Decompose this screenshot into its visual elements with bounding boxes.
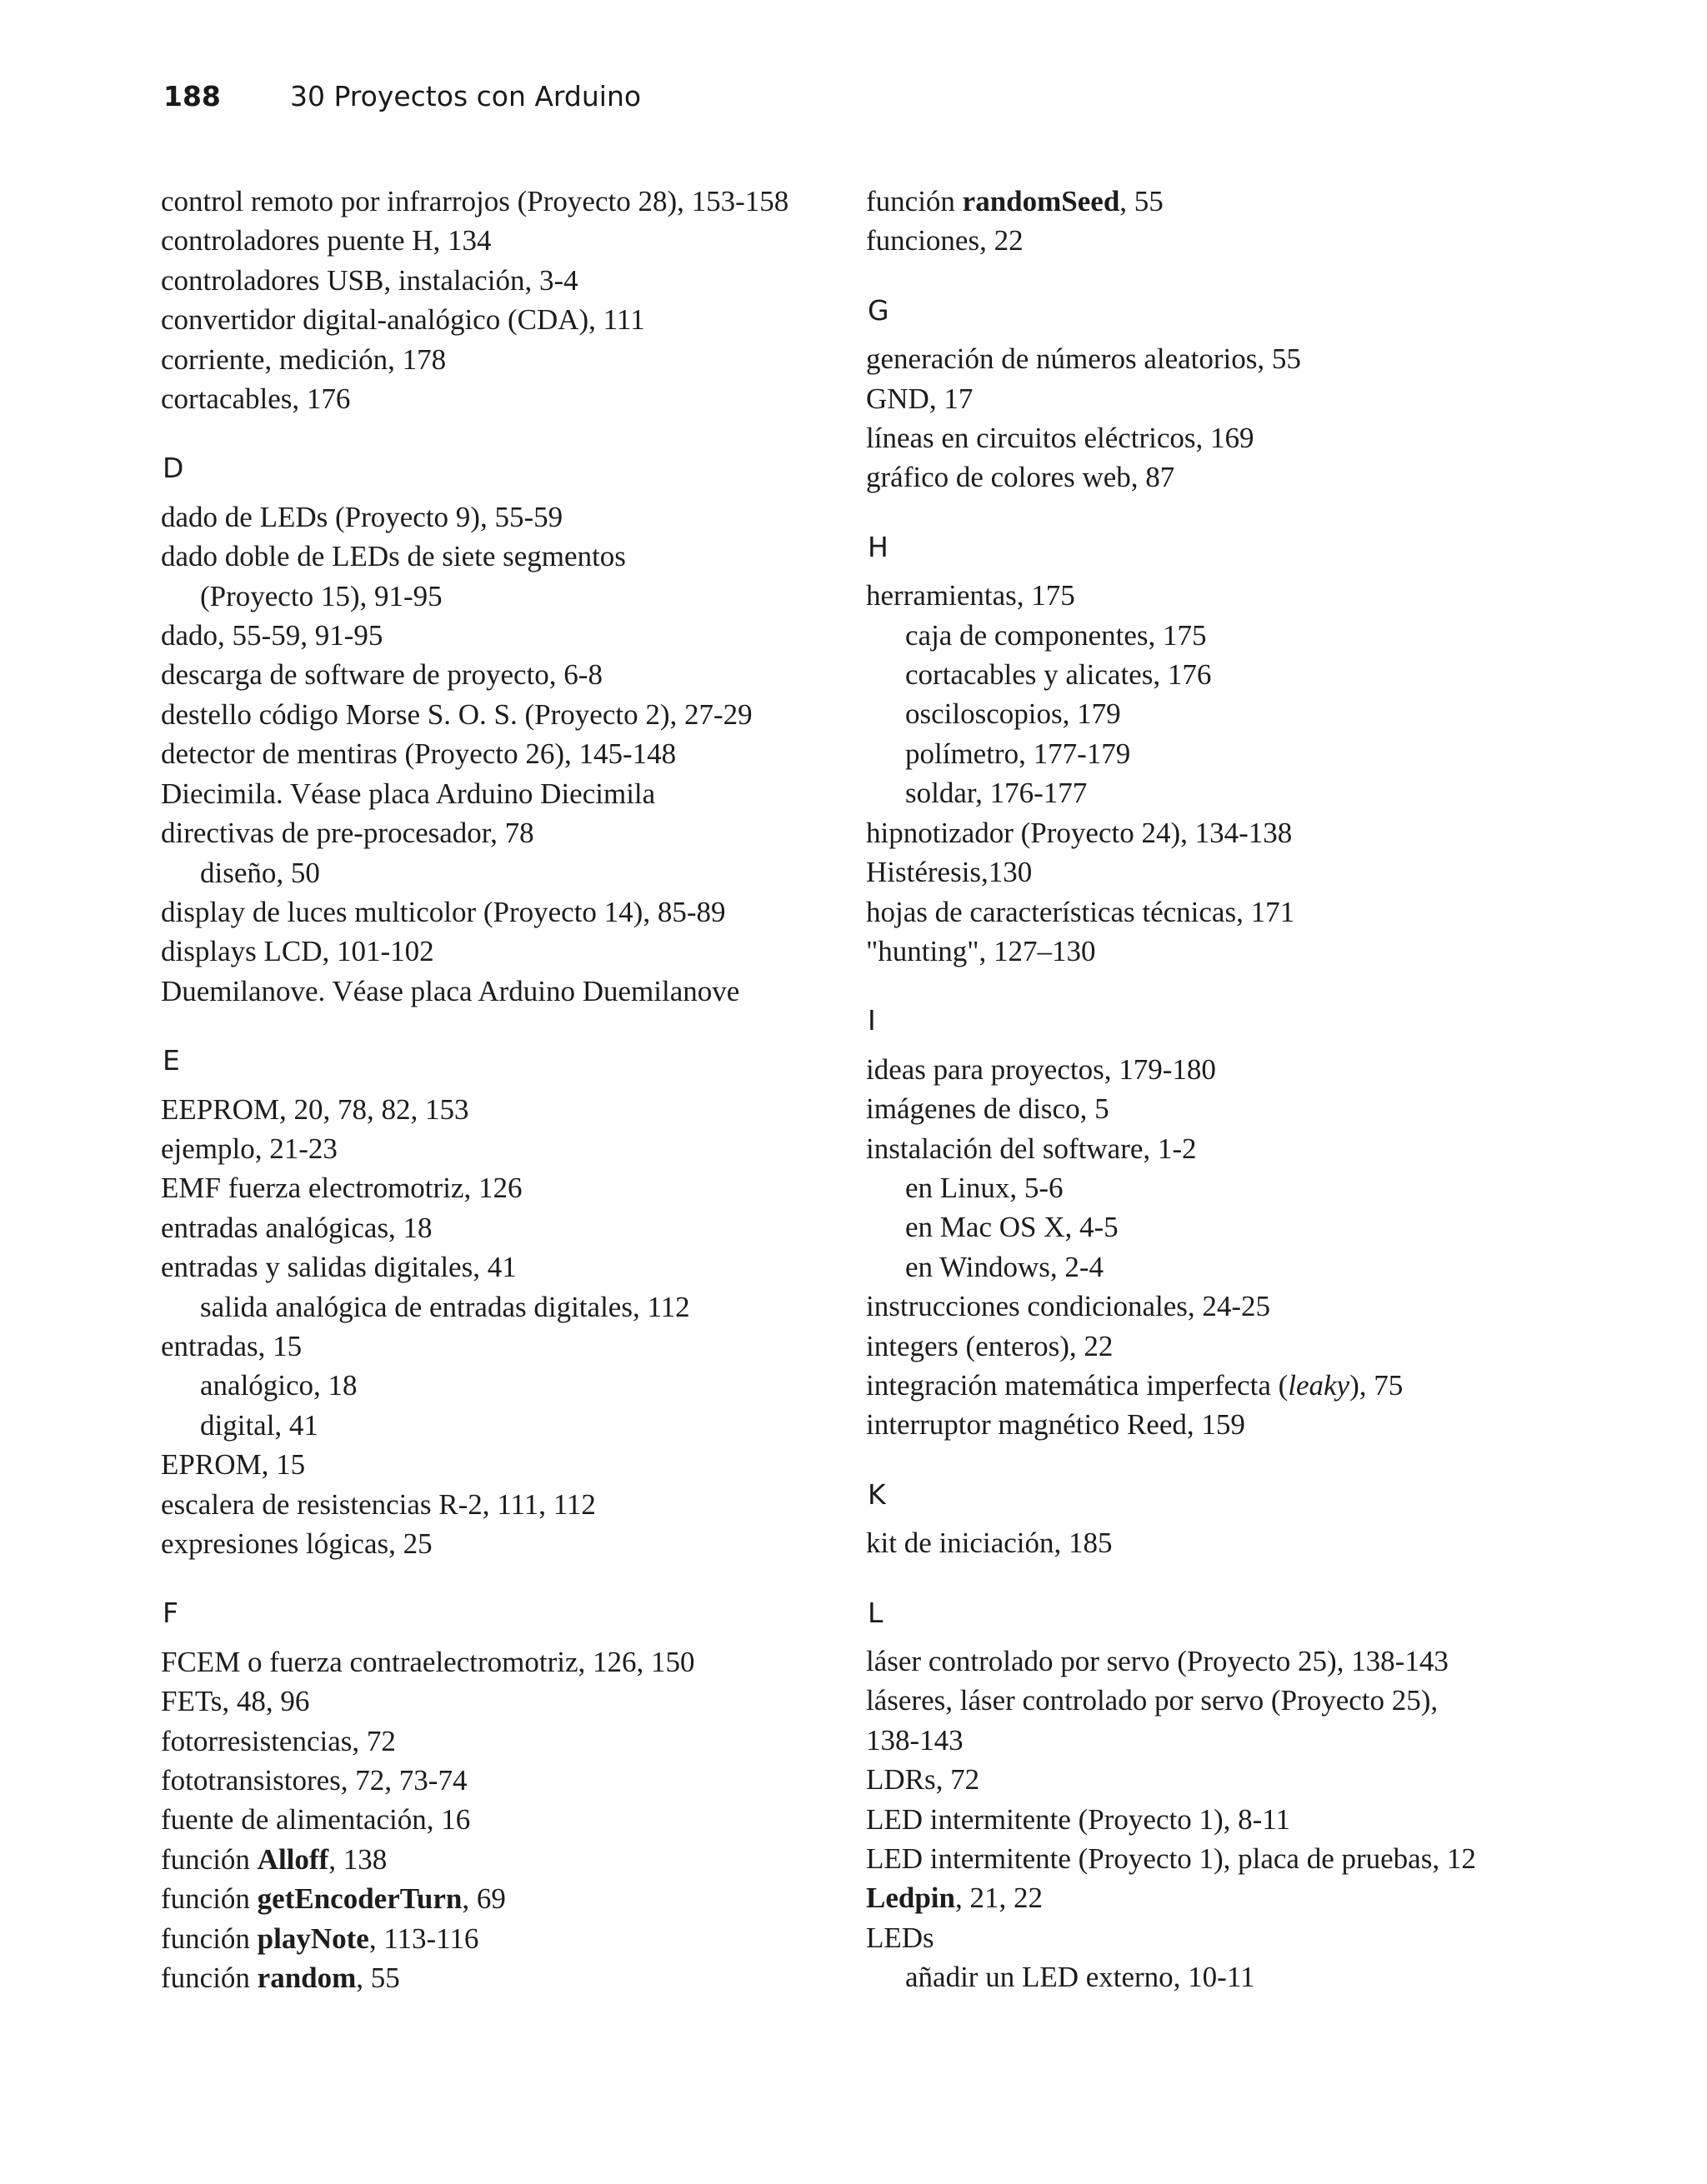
entry-text: Ledpin (866, 1882, 955, 1915)
entry-text: controladores puente H, 134 (161, 224, 492, 257)
entry-text: , 69 (462, 1882, 506, 1916)
index-entry (161, 1485, 853, 1524)
index-entry (866, 457, 1674, 497)
entry-text: integración matemática imperfecta ( (866, 1368, 1289, 1402)
index-entry (866, 1366, 1674, 1405)
index-subentry (161, 853, 853, 892)
index-entry (161, 1722, 853, 1761)
index-subentry (866, 1168, 1674, 1207)
entry-text: LDRs, 72 (866, 1763, 980, 1797)
index-letter-heading: F (163, 1597, 178, 1630)
index-entry (161, 813, 853, 852)
index-column-left (161, 182, 853, 1997)
entry-text: integers (enteros), 22 (866, 1329, 1114, 1362)
entry-text: displays LCD, 101-102 (161, 935, 434, 968)
index-subentry (866, 773, 1674, 812)
index-entry (161, 497, 853, 537)
entry-text: instrucciones condicionales, 24-25 (866, 1290, 1271, 1323)
index-entry (161, 379, 853, 418)
index-entry (161, 1682, 853, 1721)
index-entry (161, 695, 853, 734)
entry-text: láser controlado por servo (Proyecto 25), 138-143 (866, 1645, 1449, 1677)
index-subentry (866, 694, 1674, 733)
index-entry (866, 1839, 1674, 1878)
entry-text: randomSeed (962, 185, 1120, 217)
index-entry (866, 1642, 1674, 1681)
index-letter-heading: K (868, 1477, 886, 1511)
entry-text: leaky (1288, 1368, 1350, 1402)
entry-text: controladores USB, instalación, 3-4 (161, 263, 578, 297)
entry-text: random (257, 1962, 357, 1995)
index-subentry (866, 616, 1674, 655)
index-entry (161, 1168, 853, 1207)
entry-text: , 55 (1119, 185, 1164, 217)
entry-text: Alloff (257, 1842, 329, 1876)
entry-text: escalera de resistencias R-2, 111, 112 (161, 1487, 596, 1521)
index-subentry (161, 1287, 853, 1327)
index-letter-heading: D (163, 452, 184, 485)
entry-text: expresiones lógicas, 25 (161, 1527, 433, 1560)
entry-text: polímetro, 177-179 (905, 737, 1131, 770)
index-entry (161, 1524, 853, 1563)
entry-text: , 113-116 (368, 1922, 479, 1955)
entry-text: función (161, 1962, 258, 1995)
index-entry (161, 1761, 853, 1800)
entry-text: cortacables, 176 (161, 382, 351, 416)
entry-text: instalación del software, 1-2 (866, 1132, 1197, 1165)
index-entry (161, 1879, 853, 1918)
entry-text: generación de números aleatorios, 55 (866, 342, 1301, 376)
entry-text: digital, 41 (200, 1408, 318, 1442)
index-entry (161, 300, 853, 339)
entry-text: hipnotizador (Proyecto 24), 134-138 (866, 816, 1293, 849)
entry-text: fotorresistencias, 72 (161, 1724, 396, 1757)
index-entry (866, 1800, 1674, 1839)
index-entry (866, 1327, 1674, 1366)
entry-text: (Proyecto 15), 91-95 (200, 579, 443, 612)
entry-text: ejemplo, 21-23 (161, 1132, 338, 1165)
index-entry (161, 932, 853, 971)
index-subentry (866, 1247, 1674, 1287)
index-entry (161, 616, 853, 655)
index-entry (161, 1840, 853, 1879)
index-entry (161, 892, 853, 932)
entry-text: , 55 (356, 1962, 400, 1995)
index-subentry (866, 734, 1674, 773)
entry-text: láseres, láser controlado por servo (Proyecto 25), (866, 1684, 1439, 1717)
index-letter-heading: E (163, 1044, 180, 1077)
index-subentry (161, 1406, 853, 1445)
entry-text: añadir un LED externo, 10-11 (905, 1961, 1255, 1994)
index-entry (161, 1327, 853, 1366)
entry-text: playNote (257, 1922, 369, 1955)
entry-text: kit de iniciación, 185 (866, 1527, 1113, 1560)
entry-text: en Mac OS X, 4-5 (905, 1211, 1119, 1244)
index-entry (866, 1523, 1674, 1562)
entry-text: soldar, 176-177 (905, 777, 1088, 810)
entry-text: display de luces multicolor (Proyecto 14), 85-89 (161, 895, 726, 928)
entry-text: 138-143 (866, 1723, 964, 1757)
index-entry (866, 852, 1674, 892)
index-entry (161, 774, 853, 813)
entry-text: osciloscopios, 179 (905, 697, 1121, 731)
index-entry (161, 1445, 853, 1484)
entry-text: ), 75 (1349, 1368, 1404, 1402)
index-entry (161, 1090, 853, 1129)
entry-text: herramientas, 175 (866, 579, 1075, 612)
entry-text: EPROM, 15 (161, 1448, 306, 1482)
entry-text: Duemilanove. Véase placa Arduino Duemilanove (161, 974, 740, 1007)
index-letter-heading: H (868, 530, 889, 563)
index-entry (866, 1129, 1674, 1168)
index-subentry (866, 655, 1674, 694)
index-entry (866, 1760, 1674, 1799)
entry-text: función (161, 1922, 258, 1955)
entry-text: líneas en circuitos eléctricos, 169 (866, 422, 1254, 455)
index-entry (866, 1287, 1674, 1326)
entry-text: LED intermitente (Proyecto 1), 8-11 (866, 1802, 1290, 1836)
entry-text: salida analógica de entradas digitales, 112 (200, 1290, 690, 1323)
entry-text: FCEM o fuerza contraelectromotriz, 126, 150 (161, 1645, 695, 1678)
index-entry (866, 1878, 1674, 1917)
entry-text: EEPROM, 20, 78, 82, 153 (161, 1092, 469, 1126)
index-entry (866, 418, 1674, 457)
entry-text: detector de mentiras (Proyecto 26), 145-148 (161, 737, 677, 771)
entry-text: entradas y salidas digitales, 41 (161, 1251, 517, 1284)
entry-text: fuente de alimentación, 16 (161, 1803, 471, 1837)
entry-text: convertidor digital-analógico (CDA), 111 (161, 303, 645, 337)
index-entry (161, 655, 853, 694)
entry-text: destello código Morse S. O. S. (Proyecto 2), 27-29 (161, 697, 753, 731)
entry-text: "hunting", 127–130 (866, 934, 1096, 967)
entry-text: cortacables y alicates, 176 (905, 658, 1212, 692)
index-entry (161, 1919, 853, 1958)
index-entry (161, 537, 853, 576)
book-title: 30 Proyectos con Arduino (290, 80, 642, 112)
entry-text: dado doble de LEDs de siete segmentos (161, 540, 626, 573)
index-entry (161, 221, 853, 260)
index-letter-heading: G (868, 293, 889, 327)
index-entry (161, 972, 853, 1011)
entry-text: EMF fuerza electromotriz, 126 (161, 1172, 523, 1205)
index-entry (161, 182, 853, 221)
entry-text: directivas de pre-procesador, 78 (161, 817, 534, 850)
entry-text: GND, 17 (866, 382, 974, 415)
entry-text: , 138 (328, 1842, 388, 1876)
index-entry (866, 813, 1674, 852)
index-entry (866, 1089, 1674, 1128)
entry-text: getEncoderTurn (257, 1882, 463, 1916)
entry-text: corriente, medición, 178 (161, 342, 447, 376)
index-entry (161, 340, 853, 379)
entry-text: en Linux, 5-6 (905, 1171, 1064, 1204)
entry-text: diseño, 50 (200, 856, 320, 889)
entry-text: control remoto por infrarrojos (Proyecto 28), 153-158 (161, 185, 789, 217)
entry-text: en Windows, 2-4 (905, 1250, 1104, 1283)
entry-text: Histéresis,130 (866, 856, 1033, 889)
entry-text: entradas analógicas, 18 (161, 1211, 433, 1244)
index-entry (161, 577, 853, 616)
index-entry (866, 339, 1674, 378)
entry-text: LED intermitente (Proyecto 1), placa de pruebas, 12 (866, 1842, 1476, 1876)
entry-text: dado, 55-59, 91-95 (161, 619, 383, 652)
entry-text: función (161, 1842, 258, 1876)
index-entry (866, 221, 1674, 260)
entry-text: , 21, 22 (955, 1882, 1043, 1915)
index-entry (866, 1681, 1674, 1720)
entry-text: FETs, 48, 96 (161, 1685, 310, 1718)
index-entry (161, 1642, 853, 1682)
index-entry (161, 261, 853, 300)
entry-text: entradas, 15 (161, 1329, 303, 1362)
page-number: 188 (163, 80, 221, 112)
index-entry (161, 1129, 853, 1168)
entry-text: imágenes de disco, 5 (866, 1092, 1109, 1126)
entry-text: LEDs (866, 1921, 934, 1954)
index-entry (866, 892, 1674, 932)
index-entry (161, 1800, 853, 1839)
index-entry (866, 1721, 1674, 1760)
entry-text: fototransistores, 72, 73-74 (161, 1764, 468, 1797)
entry-text: funciones, 22 (866, 224, 1024, 257)
index-entry (866, 932, 1674, 971)
entry-text: función (866, 185, 963, 217)
index-entry (866, 1405, 1674, 1444)
page-header (163, 80, 641, 112)
index-entry (866, 1050, 1674, 1089)
index-entry (866, 379, 1674, 418)
entry-text: Diecimila. Véase placa Arduino Diecimila (161, 777, 656, 810)
index-entry (866, 1918, 1674, 1957)
entry-text: analógico, 18 (200, 1369, 358, 1402)
index-subentry (866, 1957, 1674, 1997)
entry-text: función (161, 1882, 258, 1916)
index-letter-heading: L (868, 1596, 884, 1629)
entry-text: descarga de software de proyecto, 6-8 (161, 658, 603, 692)
index-letter-heading: I (868, 1004, 876, 1037)
index-column-right (866, 182, 1674, 1997)
index-entry (161, 1208, 853, 1247)
entry-text: dado de LEDs (Proyecto 9), 55-59 (161, 500, 563, 533)
entry-text: interruptor magnético Reed, 159 (866, 1408, 1245, 1442)
entry-text: hojas de características técnicas, 171 (866, 895, 1295, 928)
index-entry (161, 1247, 853, 1287)
entry-text: ideas para proyectos, 179-180 (866, 1052, 1216, 1086)
index-entry (866, 182, 1674, 221)
entry-text: caja de componentes, 175 (905, 618, 1207, 652)
index-subentry (866, 1207, 1674, 1247)
index-entry (866, 576, 1674, 615)
index-subentry (161, 1366, 853, 1405)
entry-text: gráfico de colores web, 87 (866, 461, 1175, 494)
index-entry (161, 1958, 853, 1997)
index-entry (161, 734, 853, 773)
